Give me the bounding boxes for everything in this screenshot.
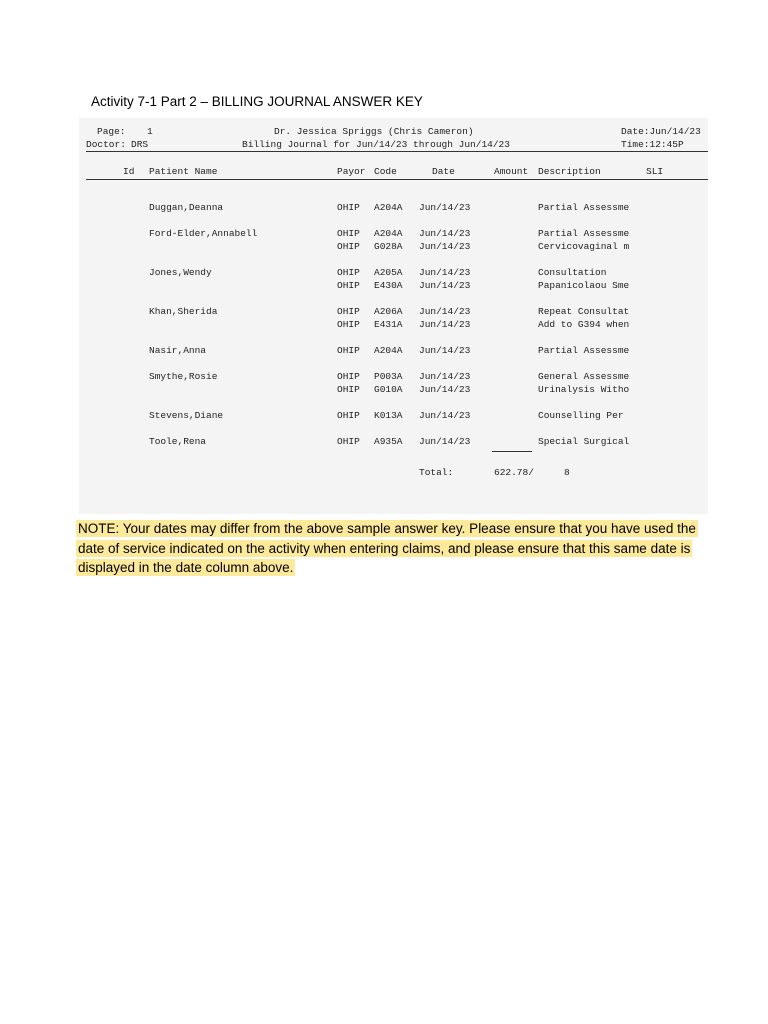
document-title: Activity 7-1 Part 2 – BILLING JOURNAL ANSWER KEY	[91, 94, 423, 109]
claim-code: A206A	[374, 306, 403, 317]
practice-name: Dr. Jessica Spriggs (Chris Cameron)	[274, 126, 474, 137]
claim-description: General Assessme	[538, 371, 630, 382]
total-amount: 622.78/	[494, 467, 534, 478]
claim-code: K013A	[374, 410, 403, 421]
report-time: Time:12:45P	[621, 139, 684, 150]
claim-description: Partial Assessme	[538, 345, 630, 356]
claim-date: Jun/14/23	[419, 319, 471, 330]
total-rule	[492, 451, 532, 452]
patient-name: Smythe,Rosie	[149, 371, 218, 382]
claim-description: Repeat Consultat	[538, 306, 630, 317]
claim-description: Cervicovaginal m	[538, 241, 630, 252]
patient-name: Toole,Rena	[149, 436, 207, 447]
col-payor: Payor	[337, 166, 366, 177]
claim-payor: OHIP	[337, 202, 360, 213]
claim-description: Counselling Per	[538, 410, 624, 421]
claim-code: P003A	[374, 371, 403, 382]
claim-payor: OHIP	[337, 267, 360, 278]
column-header-rule	[86, 179, 708, 180]
col-sli: SLI	[646, 166, 664, 177]
claim-payor: OHIP	[337, 371, 360, 382]
claim-description: Partial Assessme	[538, 228, 630, 239]
claim-code: G028A	[374, 241, 403, 252]
claim-date: Jun/14/23	[419, 241, 471, 252]
claim-code: A204A	[374, 202, 403, 213]
header-rule	[86, 151, 708, 152]
claim-date: Jun/14/23	[419, 228, 471, 239]
claim-date: Jun/14/23	[419, 202, 471, 213]
note-text: NOTE: Your dates may differ from the above sample answer key. Please ensure that you have used the date of service indicated on the activity when entering claims, and please ensure that this same date is displayed in the date column above.	[78, 521, 696, 575]
claim-date: Jun/14/23	[419, 280, 471, 291]
claim-date: Jun/14/23	[419, 306, 471, 317]
total-label: Total:	[419, 467, 454, 478]
patient-name: Khan,Sherida	[149, 306, 218, 317]
total-count: 8	[564, 467, 570, 478]
claim-payor: OHIP	[337, 241, 360, 252]
claim-payor: OHIP	[337, 228, 360, 239]
patient-name: Nasir,Anna	[149, 345, 207, 356]
claim-code: E431A	[374, 319, 403, 330]
claim-description: Special Surgical	[538, 436, 630, 447]
claim-date: Jun/14/23	[419, 384, 471, 395]
claim-payor: OHIP	[337, 306, 360, 317]
claim-payor: OHIP	[337, 384, 360, 395]
col-amount: Amount	[494, 166, 529, 177]
claim-description: Partial Assessme	[538, 202, 630, 213]
claim-date: Jun/14/23	[419, 410, 471, 421]
col-patient-name: Patient Name	[149, 166, 218, 177]
doctor-code: DRS	[131, 139, 149, 150]
patient-name: Ford-Elder,Annabell	[149, 228, 258, 239]
doctor-label: Doctor:	[86, 139, 126, 150]
note-paragraph	[76, 519, 696, 578]
report-subtitle: Billing Journal for Jun/14/23 through Jun/14/23	[242, 139, 510, 150]
patient-name: Jones,Wendy	[149, 267, 212, 278]
claim-date: Jun/14/23	[419, 371, 471, 382]
claim-description: Papanicolaou Sme	[538, 280, 630, 291]
report-date: Date:Jun/14/23	[621, 126, 701, 137]
claim-code: E430A	[374, 280, 403, 291]
claim-payor: OHIP	[337, 436, 360, 447]
claim-code: A204A	[374, 228, 403, 239]
page-number: 1	[147, 126, 153, 137]
claim-description: Add to G394 when	[538, 319, 630, 330]
col-description: Description	[538, 166, 601, 177]
claim-payor: OHIP	[337, 280, 360, 291]
claim-code: A204A	[374, 345, 403, 356]
claim-description: Urinalysis Witho	[538, 384, 630, 395]
claim-payor: OHIP	[337, 410, 360, 421]
col-date: Date	[432, 166, 455, 177]
claim-code: A205A	[374, 267, 403, 278]
col-code: Code	[374, 166, 397, 177]
claim-payor: OHIP	[337, 319, 360, 330]
page-label: Page:	[97, 126, 126, 137]
patient-name: Duggan,Deanna	[149, 202, 224, 213]
claim-description: Consultation	[538, 267, 607, 278]
claim-date: Jun/14/23	[419, 267, 471, 278]
claim-payor: OHIP	[337, 345, 360, 356]
claim-date: Jun/14/23	[419, 345, 471, 356]
patient-name: Stevens,Diane	[149, 410, 224, 421]
col-id: Id	[123, 166, 135, 177]
claim-code: A935A	[374, 436, 403, 447]
claim-code: G010A	[374, 384, 403, 395]
claim-date: Jun/14/23	[419, 436, 471, 447]
billing-journal-report	[79, 118, 708, 514]
